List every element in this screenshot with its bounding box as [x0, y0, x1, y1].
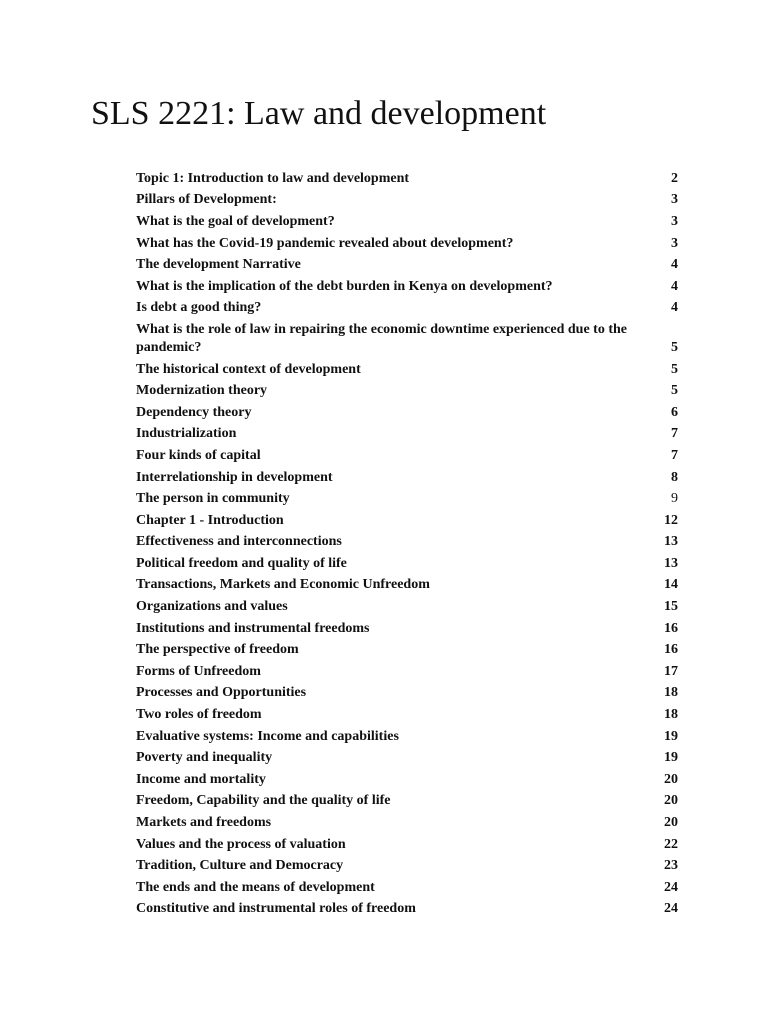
- toc-entry[interactable]: [136, 791, 678, 813]
- toc-entry-page: 3: [671, 192, 678, 208]
- toc-entry[interactable]: [136, 190, 678, 212]
- toc-entry-label: Institutions and instrumental freedoms: [136, 620, 370, 636]
- toc-entry-page: 23: [664, 858, 678, 874]
- toc-entry-label: Tradition, Culture and Democracy: [136, 858, 344, 874]
- toc-entry[interactable]: [136, 769, 678, 791]
- toc-entry-page: 19: [664, 750, 678, 766]
- toc-entry-page: 5: [671, 361, 678, 377]
- toc-entry-label: Organizations and values: [136, 599, 288, 615]
- toc-entry-label: The ends and the means of development: [136, 879, 375, 895]
- toc-entry-page: 19: [664, 728, 678, 744]
- toc-entry[interactable]: [136, 661, 678, 683]
- toc-entry[interactable]: [136, 747, 678, 769]
- toc-entry-page: 7: [671, 426, 678, 442]
- toc-entry-label: Two roles of freedom: [136, 707, 262, 723]
- toc-entry[interactable]: [136, 618, 678, 640]
- toc-entry[interactable]: [136, 233, 678, 255]
- toc-entry-page: 12: [664, 512, 678, 528]
- toc-entry-page: 20: [664, 793, 678, 809]
- toc-entry-label: The person in community: [136, 491, 290, 507]
- toc-entry-page: 15: [664, 599, 678, 615]
- toc-entry[interactable]: [136, 855, 678, 877]
- toc-entry-page: 3: [671, 213, 678, 229]
- toc-entry-label: Forms of Unfreedom: [136, 663, 261, 679]
- toc-entry-label: What is the role of law in repairing the economic downtime experienced due to the pandemic?: [136, 321, 627, 355]
- toc-entry-page: 9: [671, 491, 678, 507]
- toc-entry-label: Industrialization: [136, 426, 237, 442]
- toc-entry[interactable]: [136, 704, 678, 726]
- toc-entry-label: The development Narrative: [136, 257, 301, 273]
- toc-entry-label: What is the goal of development?: [136, 213, 335, 229]
- toc-entry-label: Modernization theory: [136, 383, 268, 399]
- toc-entry-label: Markets and freedoms: [136, 815, 272, 831]
- toc-entry-page: 5: [671, 383, 678, 399]
- toc-entry-label: Is debt a good thing?: [136, 300, 262, 316]
- toc-entry-page: 18: [664, 707, 678, 723]
- toc-entry-page: 7: [671, 447, 678, 463]
- toc-entry[interactable]: [136, 445, 678, 467]
- toc-entry-page: 24: [664, 879, 678, 895]
- toc-entry-page: 6: [671, 404, 678, 420]
- toc-entry-label: Interrelationship in development: [136, 469, 333, 485]
- toc-entry-page: 5: [671, 339, 678, 355]
- toc-entry[interactable]: [136, 298, 678, 320]
- toc-entry-page: 16: [664, 620, 678, 636]
- toc-entry-label: Values and the process of valuation: [136, 836, 346, 852]
- toc-entry-page: 13: [664, 555, 678, 571]
- toc-entry[interactable]: [136, 211, 678, 233]
- toc-entry[interactable]: [136, 812, 678, 834]
- toc-entry-label: Freedom, Capability and the quality of life: [136, 793, 391, 809]
- toc-entry-label: Effectiveness and interconnections: [136, 534, 342, 550]
- toc-entry[interactable]: [136, 899, 678, 921]
- toc-entry[interactable]: [136, 359, 678, 381]
- toc-entry-label: Evaluative systems: Income and capabilities: [136, 728, 399, 744]
- document-title: SLS 2221: Law and development: [91, 95, 547, 132]
- toc-entry-page: 20: [664, 771, 678, 787]
- toc-entry[interactable]: [136, 877, 678, 899]
- toc-entry[interactable]: [136, 553, 678, 575]
- toc-entry-label: Chapter 1 - Introduction: [136, 512, 284, 528]
- toc-entry-label: Constitutive and instrumental roles of freedom: [136, 901, 416, 917]
- toc-entry-page: 22: [664, 836, 678, 852]
- toc-entry[interactable]: [136, 380, 678, 402]
- toc-entry[interactable]: [136, 639, 678, 661]
- toc-entry-label: What has the Covid-19 pandemic revealed about development?: [136, 235, 514, 251]
- toc-entry[interactable]: [136, 168, 678, 190]
- toc-entry-label: Processes and Opportunities: [136, 685, 307, 701]
- toc-entry-label: The historical context of development: [136, 361, 361, 377]
- toc-entry-page: 3: [671, 235, 678, 251]
- toc-entry[interactable]: [136, 276, 678, 298]
- toc-entry[interactable]: [136, 424, 678, 446]
- toc-entry[interactable]: [136, 488, 678, 510]
- toc-entry-page: 18: [664, 685, 678, 701]
- toc-entry-label: Poverty and inequality: [136, 750, 273, 766]
- toc-entry-label: The perspective of freedom: [136, 642, 299, 658]
- toc-entry-label: Topic 1: Introduction to law and development: [136, 170, 410, 186]
- toc-entry[interactable]: [136, 319, 678, 359]
- toc-entry[interactable]: [136, 254, 678, 276]
- table-of-contents: [136, 168, 678, 920]
- toc-entry-label: Income and mortality: [136, 771, 266, 787]
- toc-entry[interactable]: [136, 575, 678, 597]
- toc-entry-label: Four kinds of capital: [136, 447, 261, 463]
- toc-entry-page: 13: [664, 534, 678, 550]
- toc-entry-label: Dependency theory: [136, 404, 252, 420]
- toc-entry[interactable]: [136, 726, 678, 748]
- toc-entry-page: 14: [664, 577, 678, 593]
- toc-entry-label: Transactions, Markets and Economic Unfreedom: [136, 577, 430, 593]
- toc-entry[interactable]: [136, 532, 678, 554]
- toc-entry-page: 4: [671, 278, 678, 294]
- toc-entry-page: 4: [671, 257, 678, 273]
- toc-entry[interactable]: [136, 467, 678, 489]
- toc-entry-page: 2: [671, 170, 678, 186]
- toc-entry-page: 24: [664, 901, 678, 917]
- toc-entry-label: What is the implication of the debt burden in Kenya on development?: [136, 278, 553, 294]
- toc-entry-page: 8: [671, 469, 678, 485]
- toc-entry-page: 17: [664, 663, 678, 679]
- toc-entry[interactable]: [136, 402, 678, 424]
- toc-entry-label: Political freedom and quality of life: [136, 555, 347, 571]
- toc-entry-page: 20: [664, 815, 678, 831]
- toc-entry-page: 4: [671, 300, 678, 316]
- toc-entry[interactable]: [136, 596, 678, 618]
- toc-entry[interactable]: [136, 683, 678, 705]
- toc-entry[interactable]: [136, 834, 678, 856]
- toc-entry-page: 16: [664, 642, 678, 658]
- toc-entry[interactable]: [136, 510, 678, 532]
- toc-entry-label: Pillars of Development:: [136, 192, 277, 208]
